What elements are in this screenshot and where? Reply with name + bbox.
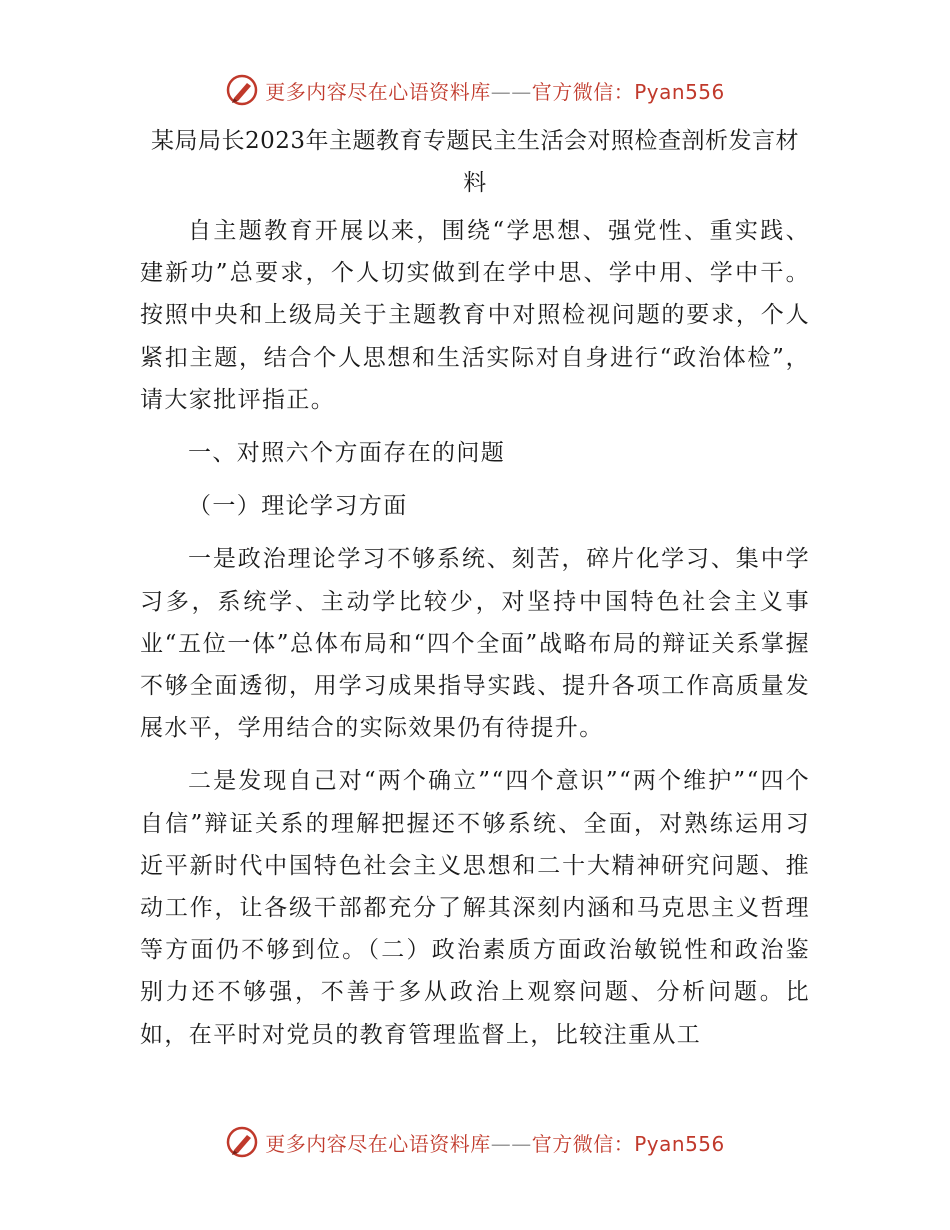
banner-wechat: Pyan556	[634, 1131, 725, 1156]
banner-main: 更多内容尽在心语资料库	[265, 1131, 491, 1156]
banner-wechat: Pyan556	[634, 79, 725, 104]
footer-banner	[0, 1122, 950, 1162]
banner-text	[265, 76, 725, 105]
banner-text	[265, 1128, 725, 1157]
banner-official: 官方微信：	[531, 1131, 635, 1156]
pen-logo-icon	[225, 73, 259, 107]
heading-section-1: 一、对照六个方面存在的问题	[188, 440, 506, 467]
document-title: 某局局长2023年主题教育专题民主生活会对照检查剖析发言材料	[150, 128, 800, 196]
paragraph-intro: 自主题教育开展以来，围绕“学思想、强党性、重实践、建新功”总要求，个人切实做到在学中思、学中用、学中干。按照中央和上级局关于主题教育中对照检视问题的要求，个人紧扣主题，结合个人思想和生活实际对自身进行“政治体检”，请大家批评指正。	[140, 218, 810, 413]
banner-official: 官方微信：	[531, 79, 635, 104]
pen-logo-icon	[225, 1125, 259, 1159]
paragraph-point-2: 二是发现自己对“两个确立”“四个意识”“两个维护”“四个自信”辩证关系的理解把握还不够系统、全面，对熟练运用习近平新时代中国特色社会主义思想和二十大精神研究问题、推动工作，让各级干部都充分了解其深刻内涵和马克思主义哲理等方面仍不够到位。（二）政治素质方面政治敏锐性和政治鉴别力还不够强，不善于多从政治上观察问题、分析问题。比如，在平时对党员的教育管理监督上，比较注重从工	[140, 768, 810, 1048]
heading-subsection-1: （一）理论学习方面	[188, 493, 408, 520]
banner-dash: ——	[490, 1131, 532, 1156]
paragraph-point-1: 一是政治理论学习不够系统、刻苦，碎片化学习、集中学习多，系统学、主动学比较少，对坚持中国特色社会主义事业“五位一体”总体布局和“四个全面”战略布局的辩证关系掌握不够全面透彻，用学习成果指导实践、提升各项工作高质量发展水平，学用结合的实际效果仍有待提升。	[140, 546, 810, 742]
banner-main: 更多内容尽在心语资料库	[265, 79, 491, 104]
banner-dash: ——	[490, 79, 532, 104]
header-banner	[0, 70, 950, 110]
document-body	[140, 210, 810, 1067]
